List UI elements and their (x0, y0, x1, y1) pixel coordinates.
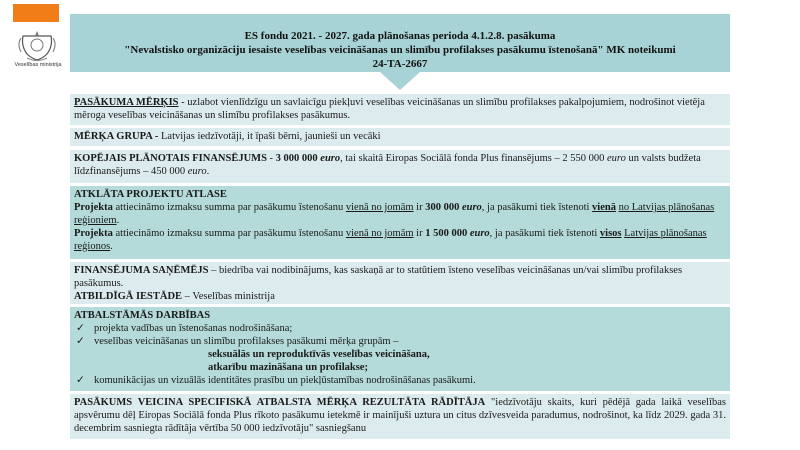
p2-projekta: Projekta (74, 228, 113, 239)
p1-currency: euro (461, 202, 482, 213)
p2-t3: , ja pasākumi tiek īstenoti (489, 228, 600, 239)
recipient-label: FINANSĒJUMA SAŅĒMĒJS (74, 265, 209, 276)
p2-u1: vienā no jomām (345, 228, 414, 239)
p1-word: vienā (592, 202, 616, 213)
goal-text: - uzlabot vienlīdzīgu un savlaicīgu piekļuvi veselības veicināšanas un slimību profilakses pakalpojumiem, nodrošinot vietēja mēroga veselības veicināšanas un slimību profilakses pasākumus. (74, 97, 705, 121)
target-text: Latvijas iedzīvotāji, it īpaši bērni, jaunieši un vecāki (158, 131, 381, 142)
p1-u-tail: no Latvijas plānošanas reģioniem (74, 202, 715, 226)
target-box (70, 128, 730, 146)
header-banner (70, 14, 730, 90)
activities-box (70, 307, 730, 391)
funding-label: KOPĒJAIS PLĀNOTAIS FINANSĒJUMS (74, 153, 267, 164)
indicator-box (70, 394, 730, 439)
p2-end: . (110, 241, 113, 252)
p2-t1: attiecināmo izmaksu summa par pasākumu īstenošanu (112, 228, 346, 239)
goal-box (70, 94, 730, 125)
funding-currency-2: euro (606, 153, 626, 164)
p2-amount: 1 500 000 (425, 228, 468, 239)
indicator-label: PASĀKUMS VEICINA SPECIFISKĀ ATBALSTA MĒRĶA REZULTĀTA RĀDĪTĀJA (74, 397, 486, 408)
recipient-box (70, 262, 730, 304)
p1-t3: , ja pasākumi tiek īstenoti (481, 202, 593, 213)
funding-currency-3: euro (187, 166, 207, 177)
activity-item-1 (74, 322, 726, 335)
target-label: MĒRĶA GRUPA - (74, 131, 159, 142)
selection-box (70, 186, 730, 259)
p1-projekta: Projekta (74, 202, 113, 213)
goal-label: PASĀKUMA MĒRĶIS (74, 97, 179, 108)
indicator-text: "iedzīvotāju skaits, kuri pēdējā gada laikā veselības apsvērumu dēļ Eiropas Sociālā fonda Plus rīkoto pasākumu ietekmē ir mainījuši uztura un citus dzīvesveida paradumus, nodrošinot, ka līdz 2029. gada 31. decembrim sasniegta rādītāja vērtība 50 000 iedzīvotāju" sasniegšanu (74, 397, 726, 434)
activity-text-1: projekta vadības un īstenošanas nodrošināšana; (94, 323, 293, 334)
funding-end: . (206, 166, 210, 177)
p1-end: . (116, 215, 120, 226)
activity-sub-1: seksuālās un reproduktīvās veselības veicināšana, (208, 349, 430, 360)
header-line3: 24-TA-2667 (372, 58, 428, 70)
funding-text-2: un valsts budžeta līdzfinansējums – 450 000 (74, 153, 701, 177)
funding-sep: - (266, 153, 276, 164)
header-line1: ES fondu 2021. - 2027. gada plānošanas perioda 4.1.2.8. pasākuma (244, 30, 556, 42)
funding-total: 3 000 000 (275, 153, 318, 164)
authority-text: – Veselības ministrija (182, 291, 275, 302)
activity-item-3 (74, 374, 726, 387)
coat-of-arms-icon (17, 28, 57, 62)
activity-item-2 (74, 335, 726, 348)
brand-bar (13, 4, 59, 22)
p2-t2: ir (413, 228, 426, 239)
header-line2: "Nevalstisko organizāciju iesaiste veselības veicināšanas un slimību profilakses pasākumu īstenošanā" MK noteikumi (124, 44, 676, 56)
activities-label: ATBALSTĀMĀS DARBĪBAS (74, 310, 211, 321)
p1-amount: 300 000 (425, 202, 460, 213)
p1-t1: attiecināmo izmaksu summa par pasākumu īstenošanu (112, 202, 346, 213)
funding-currency: euro (320, 153, 341, 164)
activity-text-3: komunikācijas un vizuālās identitātes prasību un piekļūstamības nodrošināšanas pasākumi. (94, 375, 476, 386)
recipient-text: – biedrība vai nodibinājums, kas saskaņā ar to statūtiem īsteno veselības veicināšanas un/vai slimību profilakses pasākumus. (74, 265, 683, 289)
p1-u1: vienā no jomām (345, 202, 414, 213)
authority-label: ATBILDĪGĀ IESTĀDE (74, 291, 183, 302)
check-icon: ✓ (76, 336, 85, 347)
p2-currency: euro (469, 228, 490, 239)
activity-text-2: veselības veicināšanas un slimību profilakses pasākumi mērķa grupām – (94, 336, 399, 347)
p1-t2: ir (413, 202, 426, 213)
activity-sub-2: atkarību mazināšana un profilakse; (208, 362, 368, 373)
p2-word: visos (599, 228, 622, 239)
check-icon: ✓ (76, 375, 85, 386)
funding-box (70, 150, 730, 183)
selection-label: ATKLĀTA PROJEKTU ATLASE (74, 189, 227, 200)
selection-p2 (74, 227, 726, 253)
check-icon: ✓ (76, 323, 85, 334)
selection-p1 (74, 201, 726, 227)
ministry-name: Veselības ministrija (14, 62, 62, 68)
p2-u-tail: Latvijas plānošanas reģionos (74, 228, 707, 252)
funding-text: , tai skaitā Eiropas Sociālā fonda Plus finansējums – 2 550 000 (340, 153, 607, 164)
